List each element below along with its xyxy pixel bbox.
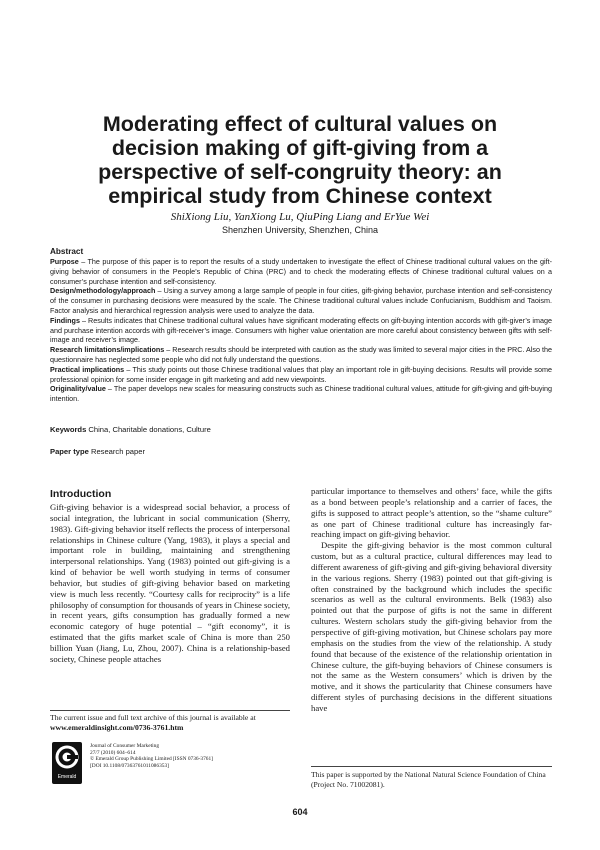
abstract-originality — [50, 384, 552, 404]
originality-label: Originality/value — [50, 384, 106, 394]
practical-text: – This study points out those Chinese traditional values that play an important role in gift-buying decisions. Results will provide some professional opinion for some insider engage in gift marketing and add new viewpoints. — [50, 364, 552, 384]
abstract-design — [50, 286, 552, 315]
footnote-divider-left — [50, 710, 290, 711]
keywords — [50, 425, 552, 435]
paper-type — [50, 447, 552, 457]
journal-archive-note — [50, 713, 295, 732]
archive-note-text: The current issue and full text archive of this journal is available at — [50, 713, 256, 722]
emerald-logo-icon — [52, 742, 82, 774]
limitations-text: – Research results should be interpreted with caution as the study was limited to several major cities in the PRC. Also the questionnaire has neglected some people who did not fully understand the questions. — [50, 345, 552, 364]
abstract-purpose — [50, 257, 552, 286]
journal-copyright: © Emerald Group Publishing Limited [ISSN 0736-3761] — [90, 756, 213, 763]
emerald-logo — [52, 742, 82, 784]
originality-text: – The paper develops new scales for measuring constructs such as Chinese traditional cultural values, attitude for gift-giving and gift-buying intention. — [50, 384, 552, 404]
findings-label: Findings — [50, 315, 80, 325]
page-number: 604 — [292, 807, 308, 817]
practical-label: Practical implications — [50, 364, 125, 374]
abstract-findings — [50, 316, 552, 345]
body-paragraph: Gift-giving behavior is a widespread social behavior, a process of social integration, the lubricant in social communication (Sherry, 1983). Gift-giving behavior itself reflects the process of interpersonal relationships in Chinese culture (Yang, 1983), it plays a special and important role in building, maintaining and strengthening interpersonal relationships. Yang (1983) pointed out gift-giving is a kind of behavior be well worth studying in terms of consumer behavior, but studies of gift-giving behavior based on marketing view is much less recently. “Courtesy calls for reciprocity” is a life philosophy of consumption for thousands of years in Chinese society, in recent years, gifts consumption has gradually formed a new economic category of huge potential – “gift economy”, it is estimated that the gifts market scale of China is more than 250 billion Yuan (Jiang, Lu, Zhou, 2007). China is a relationship-based society, Chinese people attaches — [50, 502, 290, 664]
body-column-left — [50, 502, 290, 665]
archive-url-link[interactable]: www.emeraldinsight.com/0736-3761.htm — [50, 722, 184, 732]
footnote-divider-right — [311, 766, 552, 767]
journal-info — [90, 743, 300, 770]
design-label: Design/methodology/approach — [50, 286, 156, 296]
abstract-heading: Abstract — [50, 247, 84, 256]
affiliation: Shenzhen University, Shenzhen, China — [222, 225, 378, 235]
abstract-practical — [50, 365, 552, 385]
paper-type-text: Research paper — [88, 447, 145, 456]
limitations-label: Research limitations/implications — [50, 345, 165, 355]
journal-volume: 27/7 (2010) 604–614 — [90, 749, 136, 756]
paper-title: Moderating effect of cultural values on decision making of gift-giving from a perspective of self-congruity theory: an empirical study from Chinese context — [98, 112, 502, 208]
design-text: – Using a survey among a large sample of people in four cities, gift-giving behavior, purchase intention and self-consistency of the consumer in purchasing decisions were measured by the scale. The Chinese traditional cultural values include Confucianism, Buddhism and Taoism. Factor analysis and hierarchical regression analysis were used to analyze the data. — [50, 286, 552, 315]
funding-footnote: This paper is supported by the National Natural Science Foundation of China (Project No. 71002081). — [311, 770, 546, 789]
abstract — [50, 247, 552, 404]
journal-name: Journal of Consumer Marketing — [90, 743, 160, 749]
keywords-text: China, Charitable donations, Culture — [86, 425, 211, 434]
authors: ShiXiong Liu, YanXiong Lu, QiuPing Liang and ErYue Wei — [170, 211, 430, 223]
purpose-label: Purpose — [50, 257, 79, 266]
body-paragraph: Despite the gift-giving behavior is the most common cultural custom, but as a cultural practice, cultural differences may lead to different awareness of gift-giving and gift-giving behavioral diversity in the various regions. Sherry (1983) pointed out that gift-giving is often constrained by the background which includes the specific scenarios as well as the cultural environments. Belk (1983) also pointed out that the purpose of gifts is not the same in different cultures. Western scholars study the gift-giving behavior from the perspective of gift-giving motivation, but Chinese scholars pay more emphasis on the studies from the view of the relationship. A study found that because of the existence of the relationship orientation in Chinese culture, the gift-buying behaviors of Chinese consumers is not the same as the Western consumers’ which is driven by the motive, and it shows the particularity that Chinese consumers have different styles of purchasing decisions in the different situations have — [311, 540, 552, 713]
journal-doi: [DOI 10.1108/07363761011086353] — [90, 763, 169, 770]
abstract-limitations — [50, 345, 552, 365]
paper-type-label: Paper type — [50, 447, 89, 456]
keywords-label: Keywords — [50, 425, 87, 434]
body-column-right — [311, 486, 552, 714]
introduction-heading: Introduction — [50, 488, 112, 500]
body-paragraph: particular importance to themselves and others’ face, while the gifts as a bond between people’s relationship and a carrier of faces, the gifts is supposed to attract people’s attention, so the “shame culture” as one part of Chinese traditional culture has increasingly far-reaching impact on gift-giving behavior. — [311, 486, 552, 540]
findings-text: – Results indicates that Chinese traditional cultural values have significant moderating effects on gift-buying intention accords with gift-giver’s image and purchase intention accords with gift-receiver’s image. Consumers with higher value orientation are more careful about consistency between gifts with self-image and receiver’s image. — [50, 315, 552, 345]
emerald-logo-text: Emerald — [57, 774, 77, 780]
purpose-text: – The purpose of this paper is to report the results of a study undertaken to investigate the effect of Chinese traditional cultural values on the gift-giving behavior of consumers in the People’s Republic of China (PRC) and to check the moderating effects of Chinese traditional cultural values on a consumer’s purchase intention and self-consistency. — [50, 257, 552, 286]
